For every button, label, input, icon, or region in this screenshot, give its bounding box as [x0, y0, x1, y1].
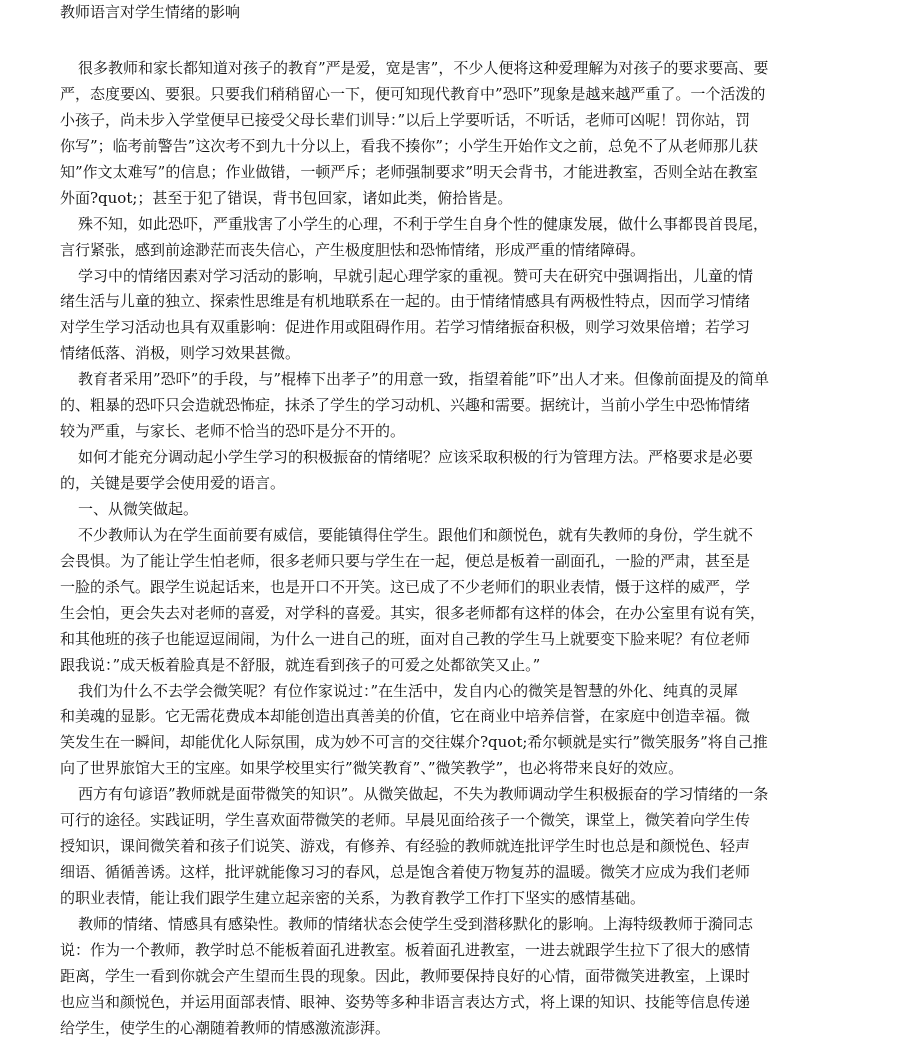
- text-line: 可行的途径。实践证明，学生喜欢面带微笑的老师。早晨见面给孩子一个微笑，课堂上，微笑着向学生传: [60, 811, 751, 830]
- text-line: 如何才能充分调动起小学生学习的积极振奋的情绪呢？应该采取积极的行为管理方法。严格要求是必要: [78, 448, 754, 467]
- text-line: 和美魂的显影。它无需花费成本却能创造出真善美的价值，它在商业中培养信誉，在家庭中创造幸福。微: [60, 707, 751, 726]
- text-line: 也应当和颜悦色，并运用面部表情、眼神、姿势等多种非语言表达方式，将上课的知识、技能等信息传递: [60, 992, 751, 1011]
- text-line: 和其他班的孩子也能逗逗闹闹，为什么一进自己的班，面对自己教的学生马上就要变下脸来呢？有位老师: [60, 629, 751, 648]
- text-line: 我们为什么不去学会微笑呢？有位作家说过：”在生活中，发自内心的微笑是智慧的外化、纯真的灵犀: [78, 681, 739, 700]
- text-line: 学习中的情绪因素对学习活动的影响，早就引起心理学家的重视。赞可夫在研究中强调指出，儿童的情: [78, 266, 754, 285]
- text-line: 跟我说：”成天板着脸真是不舒服，就连看到孩子的可爱之处都欲笑又止。”: [60, 655, 541, 674]
- text-line: 言行紧张，感到前途渺茫而丧失信心，产生极度胆怯和恐怖情绪，形成严重的情绪障碍。: [60, 240, 646, 259]
- text-line: 知”作文太难写”的信息；作业做错，一顿严斥；老师强制要求”明天会背书，才能进教室，否则全站在教室: [60, 162, 759, 181]
- text-line: 的、粗暴的恐吓只会造就恐怖症，抹杀了学生的学习动机、兴趣和需要。据统计，当前小学生中恐怖情绪: [60, 396, 751, 415]
- text-line: 向了世界旅馆大王的宝座。如果学校里实行”微笑教育”、”微笑教学”，也必将带来良好的效应。: [60, 759, 684, 778]
- text-line: 很多教师和家长都知道对孩子的教育”严是爱，宽是害”，不少人便将这种爱理解为对孩子的要求要高、要: [78, 59, 769, 77]
- text-line: 的职业表情，能让我们跟学生建立起亲密的关系，为教育教学工作打下坚实的感情基础。: [60, 889, 646, 907]
- text-line: 你写”；临考前警告”这次考不到九十分以上，看我不揍你”；小学生开始作文之前，总免不了从老师那儿获: [60, 136, 759, 155]
- text-line: 严，态度要凶、要狠。只要我们稍稍留心一下，便可知现代教育中”恐吓”现象是越来越严重了。一个活泼的: [60, 84, 766, 103]
- text-line: 细语、循循善诱。这样，批评就能像习习的春风，总是饱含着使万物复苏的温暖。微笑才应成为我们老师: [60, 863, 751, 882]
- text-line: 笑发生在一瞬间，却能优化人际氛围，成为妙不可言的交往媒介?quot;希尔顿就是实行”微笑服务”将自己推: [60, 733, 768, 752]
- text-line: 对学生学习活动也具有双重影响：促进作用或阻碍作用。若学习情绪振奋积极，则学习效果倍增；若学习: [60, 318, 751, 337]
- text-line: 教育者采用”恐吓”的手段，与”棍棒下出孝子”的用意一致，指望着能”吓”出人才来。但像前面提及的简单: [78, 370, 770, 389]
- text-line: 授知识，课间微笑着和孩子们说笑、游戏，有修养、有经验的教师就连批评学生时也总是和颜悦色、轻声: [60, 837, 751, 856]
- text-line: 较为严重，与家长、老师不恰当的恐吓是分不开的。: [60, 422, 406, 441]
- text-line: 西方有句谚语”教师就是面带微笑的知识”。从微笑做起，不失为教师调动学生积极振奋的学习情绪的一条: [78, 785, 769, 804]
- text-line: 说：作为一个教师，教学时总不能板着面孔进教室。板着面孔进教室，一进去就跟学生拉下了很大的感情: [60, 940, 751, 959]
- text-line: 绪生活与儿童的独立、探索性思维是有机地联系在一起的。由于情绪情感具有两极性特点，因而学习情绪: [60, 292, 751, 311]
- text-line: 教师的情绪、情感具有感染性。教师的情绪状态会使学生受到潜移默化的影响。上海特级教师于漪同志: [78, 914, 754, 933]
- text-line: 不少教师认为在学生面前要有威信，要能镇得住学生。跟他们和颜悦色，就有失教师的身份，学生就不: [78, 525, 754, 544]
- text-line: 一、从微笑做起。: [78, 499, 199, 518]
- text-line: 的，关键是要学会使用爱的语言。: [60, 474, 286, 492]
- document-title: 教师语言对学生情绪的影响: [60, 3, 241, 21]
- text-line: 会畏惧。为了能让学生怕老师，很多老师只要与学生在一起，便总是板着一副面孔，一脸的严肃，甚至是: [60, 551, 751, 570]
- text-line: 距离，学生一看到你就会产生望而生畏的现象。因此，教师要保持良好的心情，面带微笑进教室，上课时: [60, 966, 751, 985]
- text-line: 小孩子，尚未步入学堂便早已接受父母长辈们训导：”以后上学要听话，不听话，老师可凶呢！罚你站，罚: [60, 110, 751, 129]
- text-line: 外面?quot;；甚至于犯了错误，背书包回家，诸如此类，俯拾皆是。: [60, 188, 513, 207]
- text-line: 殊不知，如此恐吓，严重戕害了小学生的心理，不利于学生自身个性的健康发展，做什么事都畏首畏尾，: [78, 214, 769, 233]
- document-body: [0, 56, 920, 1042]
- text-line: 生会怕，更会失去对老师的喜爱，对学科的喜爱。其实，很多老师都有这样的体会，在办公室里有说有笑，: [60, 603, 766, 622]
- text-line: 给学生，使学生的心潮随着教师的情感激流澎湃。: [60, 1018, 391, 1037]
- text-line: 一脸的杀气。跟学生说起话来，也是开口不开笑。这已成了不少老师们的职业表情，慑于这样的威严，学: [60, 577, 751, 596]
- text-line: 情绪低落、消极，则学习效果甚微。: [60, 344, 301, 363]
